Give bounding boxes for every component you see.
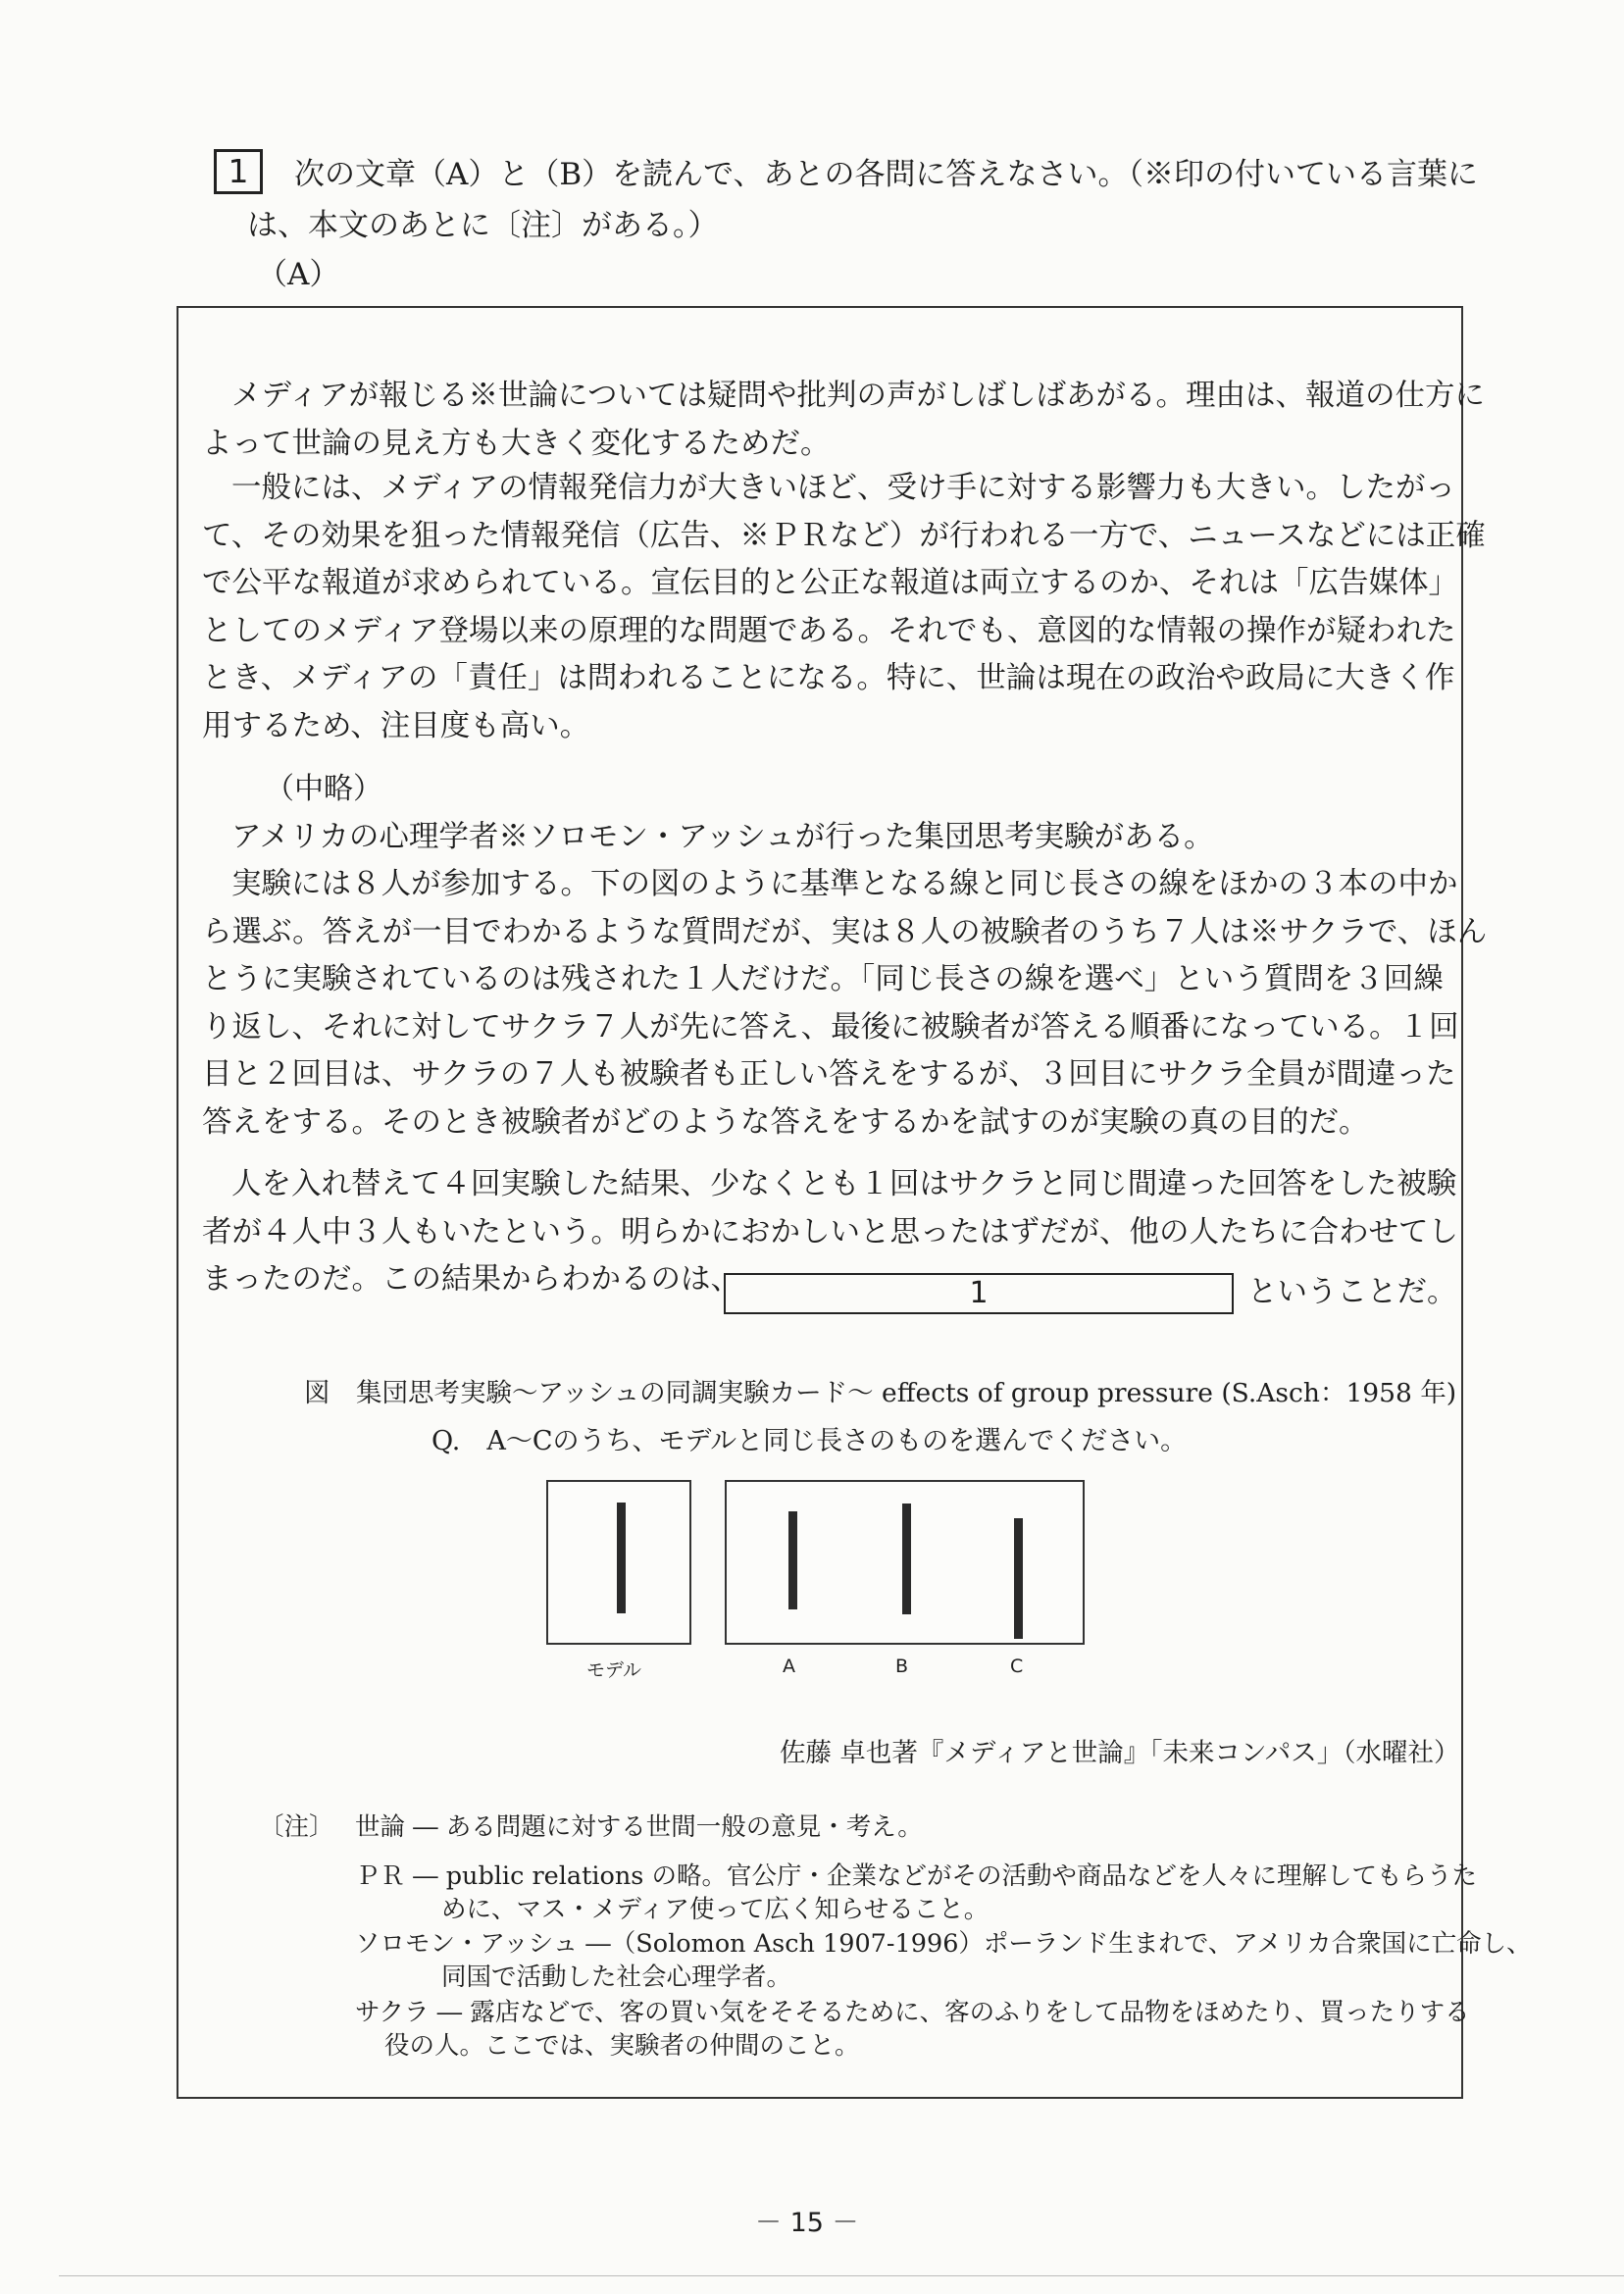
note-asch: ソロモン・アッシュ ―（Solomon Asch 1907-1996）ポーランド生まれで、アメリカ合衆国に亡命し、: [355, 1929, 1532, 1959]
text-line: 一般には、メディアの情報発信力が大きいほど、受け手に対する影響力も大きい。したがっ: [231, 471, 1456, 505]
note-pr-cont: めに、マス・メディア使って広く知らせること。: [441, 1895, 990, 1924]
answer-blank-1: 1: [724, 1273, 1234, 1314]
note-seron: 世論 ― ある問題に対する世間一般の意見・考え。: [355, 1812, 923, 1842]
choice-c-line: [1014, 1518, 1023, 1639]
model-line: [617, 1503, 626, 1613]
model-label: モデル: [586, 1659, 642, 1681]
text-line: まったのだ。この結果からわかるのは、: [202, 1262, 740, 1297]
scan-edge-line: [59, 2275, 1624, 2276]
note-sakura: サクラ ― 露店などで、客の買い気をそそるために、客のふりをして品物をほめたり、買ったりする: [355, 1998, 1470, 2027]
text-line: 人を入れ替えて４回実験した結果、少なくとも１回はサクラと同じ間違った回答をした被験: [231, 1167, 1457, 1201]
text-line: て、その効果を狙った情報発信（広告、※ＰＲなど）が行われる一方で、ニュースなどには正確: [202, 518, 1486, 553]
source-citation: 佐藤 卓也著『メディアと世論』「未来コンパス」（水曜社）: [780, 1738, 1460, 1768]
choice-a-label: A: [783, 1656, 795, 1677]
text-line: 者が４人中３人もいたという。明らかにおかしいと思ったはずだが、他の人たちに合わせてし: [202, 1214, 1458, 1249]
text-line: り返し、それに対してサクラ７人が先に答え、最後に被験者が答える順番になっている。１回: [202, 1009, 1459, 1045]
instruction-line-1: 次の文章（A）と（B）を読んで、あとの各問に答えなさい。（※印の付いている言葉に: [294, 157, 1479, 192]
text-line: とうに実験されているのは残された１人だけだ。「同じ長さの線を選べ」という質問を３回繰: [202, 962, 1444, 996]
text-line: ら選ぶ。答えが一目でわかるような質問だが、実は８人の被験者のうち７人は※サクラで、ほん: [202, 914, 1488, 949]
figure-caption: 図 集団思考実験～アッシュの同調実験カード～ effects of group pressure (S.Asch：1958 年): [304, 1378, 1457, 1408]
note-pr: ＰＲ ― public relations の略。官公庁・企業などがその活動や商品などを人々に理解してもらうた: [355, 1861, 1477, 1891]
choice-a-line: [788, 1511, 797, 1609]
after-blank-text: ということだ。: [1247, 1275, 1457, 1309]
paragraph-5: [202, 861, 1488, 1147]
text-line: 用するため、注目度も高い。: [202, 708, 590, 743]
paragraph-4: アメリカの心理学者※ソロモン・アッシュが行った集団思考実験がある。: [231, 820, 1214, 854]
note-asch-cont: 同国で活動した社会心理学者。: [441, 1963, 792, 1992]
text-line: 答えをする。そのとき被験者がどのような答えをするかを試すのが実験の真の目的だ。: [202, 1104, 1369, 1140]
notes-heading: 〔注〕: [259, 1812, 334, 1842]
question-number: 1: [214, 149, 263, 194]
text-line: で公平な報道が求められている。宣伝目的と公正な報道は両立するのか、それは「広告媒体」: [202, 566, 1458, 600]
omission-mark: （中略）: [265, 772, 382, 806]
text-line: 目と２回目は、サクラの７人も被験者も正しい答えをするが、３回目にサクラ全員が間違った: [202, 1057, 1456, 1092]
note-sakura-cont: 役の人。ここでは、実験者の仲間のこと。: [384, 2031, 860, 2061]
choice-b-line: [902, 1504, 911, 1614]
page-number: － 15 －: [755, 2208, 859, 2238]
paragraph-1: [202, 373, 1485, 468]
text-line: 実験には８人が参加する。下の図のように基準となる線と同じ長さの線をほかの３本の中か: [231, 867, 1458, 901]
instruction-line-2: は、本文のあとに〔注〕がある。）: [247, 208, 719, 243]
choice-c-label: C: [1010, 1656, 1024, 1677]
text-line: とき、メディアの「責任」は問われることになる。特に、世論は現在の政治や政局に大きく作: [202, 661, 1455, 695]
paragraph-2: [202, 465, 1486, 750]
text-line: よって世論の見え方も大きく変化するためだ。: [202, 426, 831, 461]
text-line: メディアが報じる※世論については疑問や批判の声がしばしばあがる。理由は、報道の仕方に: [231, 379, 1485, 413]
text-line: としてのメディア登場以来の原理的な問題である。それでも、意図的な情報の操作が疑われた: [202, 613, 1456, 648]
section-label-a: （A）: [257, 257, 340, 292]
choice-b-label: B: [895, 1656, 909, 1677]
figure-question: Q. A～Cのうち、モデルと同じ長さのものを選んでください。: [431, 1426, 1188, 1456]
